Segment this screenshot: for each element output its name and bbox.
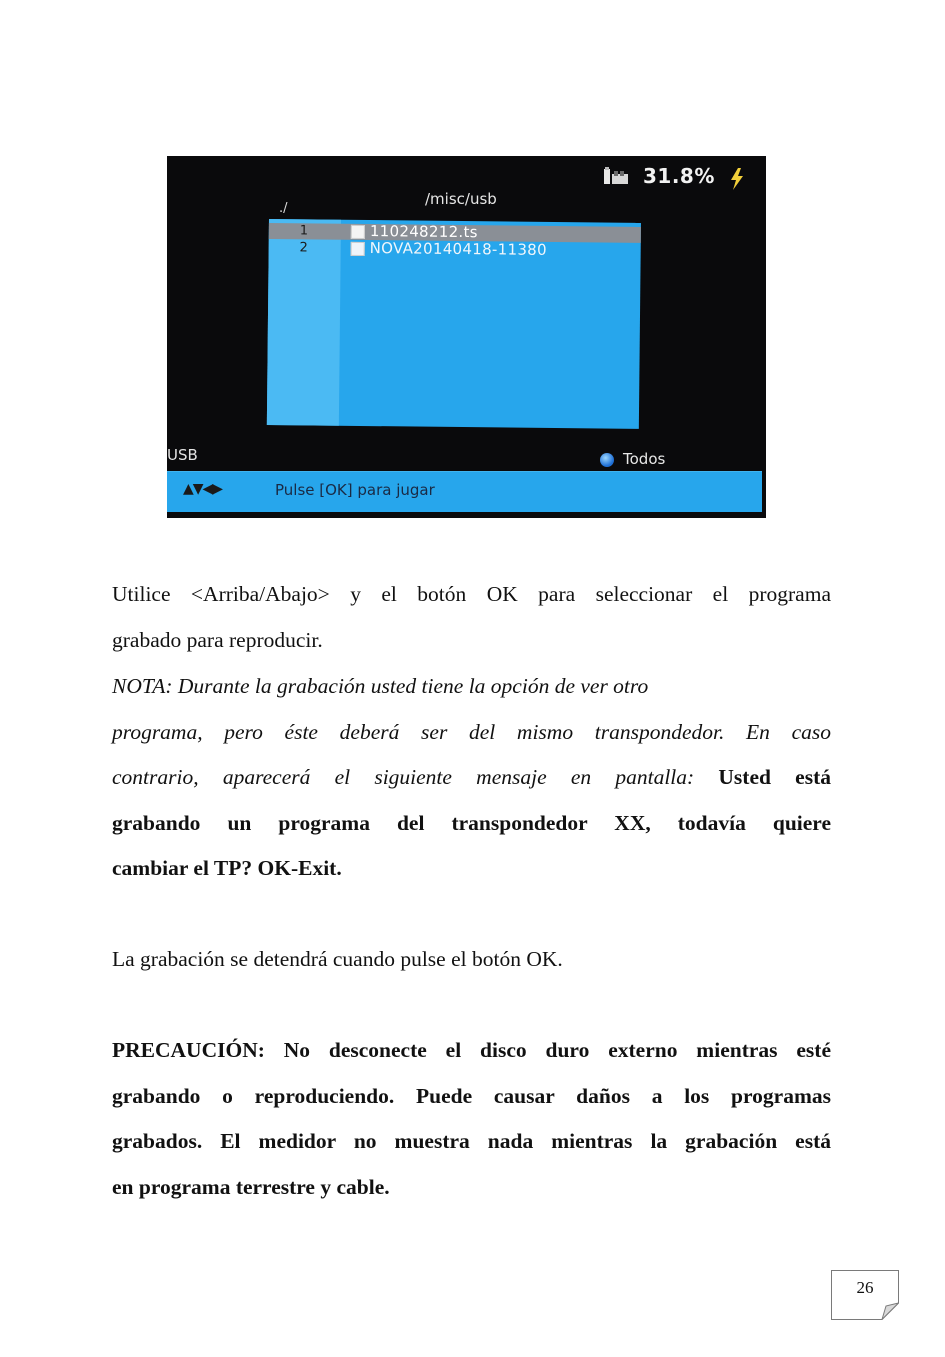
bolt-icon (729, 168, 745, 190)
arrow-keys-icon: ▲▼◀▶ (183, 481, 223, 497)
text-line: Utilice <Arriba/Abajo> y el botón OK para seleccionar el programa (112, 582, 831, 606)
storage-percent: 31.8% (643, 164, 715, 188)
note-line: cambiar el TP? OK-Exit. (112, 856, 342, 880)
paragraph-caution (112, 1028, 831, 1210)
page-number: 26 (856, 1278, 874, 1297)
caution-line: en programa terrestre y cable. (112, 1174, 390, 1199)
text-line: grabado para reproducir. (112, 627, 323, 652)
caution-line: grabados. El medidor no muestra nada mientras la grabación está (112, 1129, 831, 1153)
caution-line: PRECAUCIÓN: No desconecte el disco duro externo mientras esté (112, 1038, 831, 1062)
file-list-panel (267, 219, 641, 429)
note-line: grabando un programa del transpondedor XX, todavía quiere (112, 810, 831, 835)
note-italic: contrario, aparecerá el siguiente mensaje en pantalla: (112, 765, 719, 789)
parent-directory[interactable]: ./ (279, 201, 288, 216)
note-line (112, 755, 831, 801)
tv-screenshot (167, 156, 766, 518)
blue-button-icon (600, 453, 614, 467)
file-name: 110248212.ts (369, 222, 478, 242)
file-icon (351, 225, 365, 239)
video-file-icon (351, 242, 365, 256)
paragraph-stop (112, 937, 831, 983)
caution-line: grabando o reproduciendo. Puede causar daños a los programas (112, 1083, 831, 1108)
filter-todos[interactable]: Todos (623, 450, 666, 468)
note-line: NOTA: Durante la grabación usted tiene la opción de ver otro (112, 674, 649, 698)
paragraph-instructions (112, 572, 831, 663)
device-label: USB (167, 446, 198, 464)
hint-bar (167, 471, 762, 512)
current-path: /misc/usb (425, 190, 497, 208)
file-name: NOVA20140418-11380 (369, 239, 548, 259)
note-line: programa, pero éste deberá ser del mismo transpondedor. En caso (112, 719, 831, 744)
text-line: La grabación se detendrá cuando pulse el botón OK. (112, 947, 563, 971)
hint-text: Pulse [OK] para jugar (275, 481, 435, 499)
file-index: 2 (299, 240, 308, 256)
paragraph-note (112, 664, 831, 892)
note-bold: Usted está (718, 765, 831, 789)
disk-icon (603, 166, 629, 186)
file-index: 1 (299, 223, 309, 239)
page-number-box (831, 1270, 899, 1320)
